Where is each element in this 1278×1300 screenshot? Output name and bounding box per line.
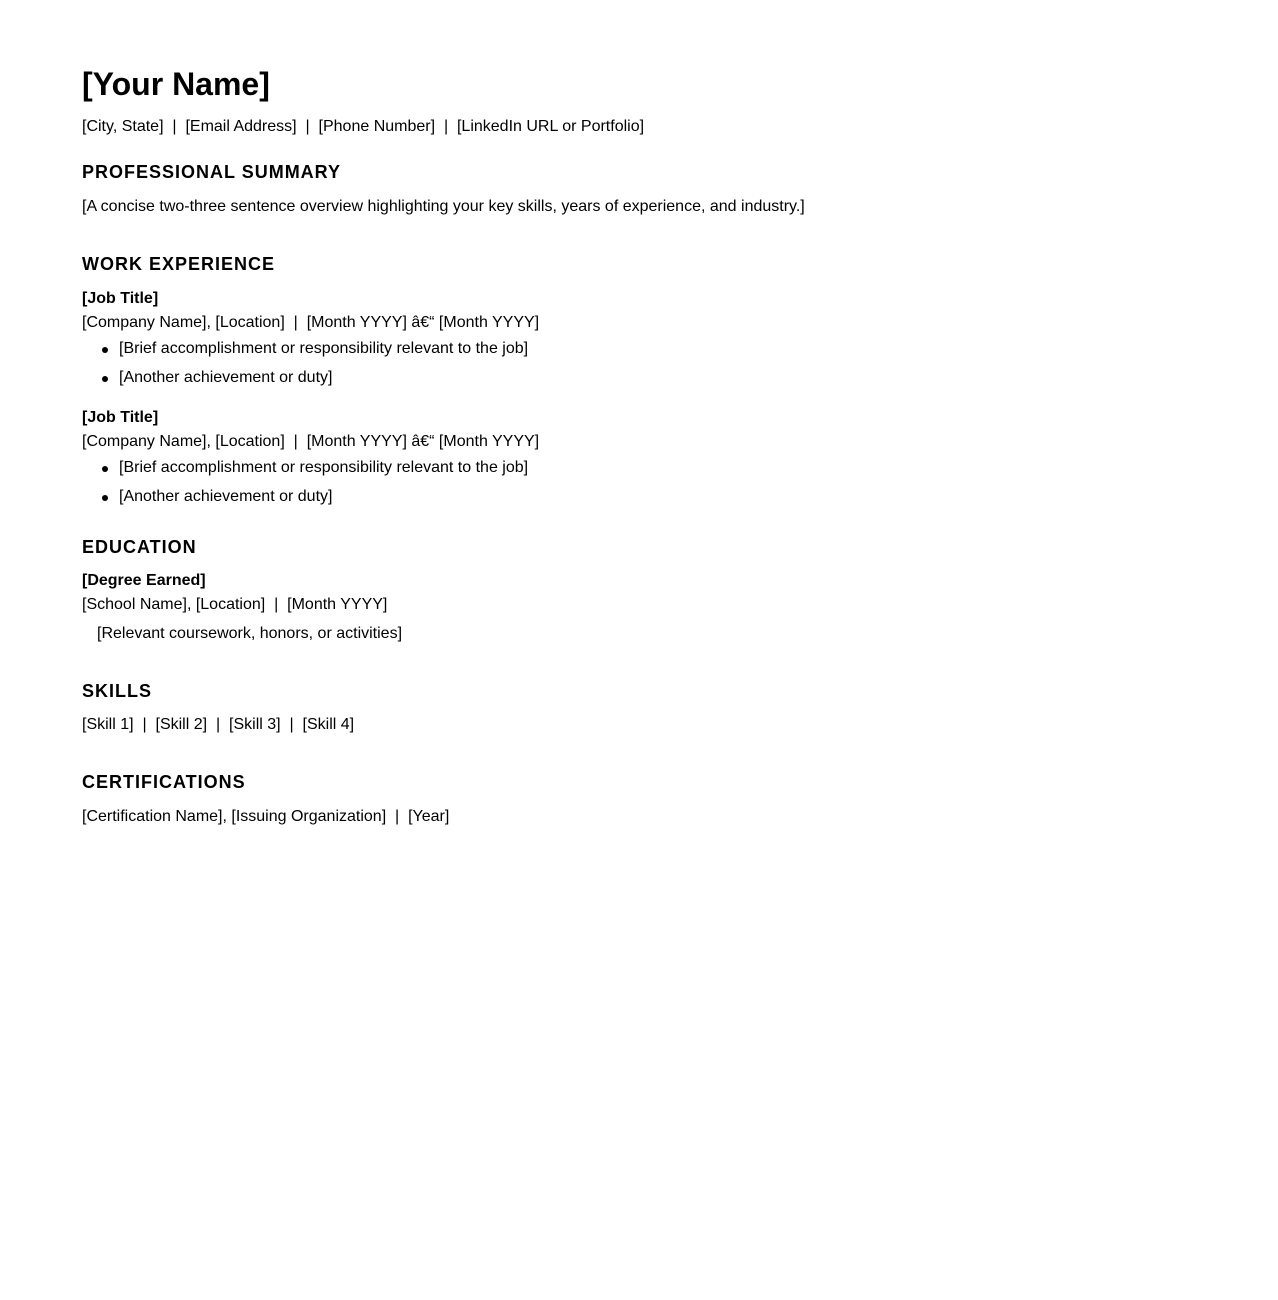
summary-heading: PROFESSIONAL SUMMARY	[82, 162, 342, 182]
education-heading: EDUCATION	[82, 537, 197, 557]
work-experience-section	[82, 253, 1278, 507]
summary-section	[82, 161, 1278, 217]
job-bullet-text: [Brief accomplishment or responsibility relevant to the job]	[119, 459, 529, 476]
job-bullets	[82, 458, 1278, 507]
work-experience-heading: WORK EXPERIENCE	[82, 254, 276, 274]
job-title: [Job Title]	[82, 290, 159, 307]
job-bullet-text: [Another achievement or duty]	[119, 488, 333, 505]
skills-heading: SKILLS	[82, 681, 153, 701]
job-bullet-text: [Another achievement or duty]	[119, 369, 333, 386]
skills-section	[82, 680, 1278, 735]
certifications-section	[82, 771, 1278, 827]
bullet-dot-icon	[102, 466, 108, 472]
education-note: [Relevant coursework, honors, or activities]	[97, 625, 403, 642]
skills-list: [Skill 1] | [Skill 2] | [Skill 3] | [Skill 4]	[82, 716, 355, 733]
job-entry	[82, 408, 1278, 507]
certification-entry: [Certification Name], [Issuing Organization] | [Year]	[82, 808, 450, 825]
job-bullet-text: [Brief accomplishment or responsibility relevant to the job]	[119, 340, 529, 357]
education-section	[82, 536, 1278, 644]
job-meta: [Company Name], [Location] | [Month YYYY] â€“ [Month YYYY]	[82, 433, 540, 450]
job-meta: [Company Name], [Location] | [Month YYYY] â€“ [Month YYYY]	[82, 314, 540, 331]
job-bullet	[82, 458, 1278, 478]
job-bullet	[82, 368, 1278, 388]
bullet-dot-icon	[102, 376, 108, 382]
job-bullet	[82, 339, 1278, 359]
resume-name: [Your Name]	[82, 66, 270, 102]
job-bullet	[82, 487, 1278, 507]
school-meta: [School Name], [Location] | [Month YYYY]	[82, 596, 388, 613]
bullet-dot-icon	[102, 347, 108, 353]
job-entry	[82, 289, 1278, 388]
bullet-dot-icon	[102, 495, 108, 501]
degree-title: [Degree Earned]	[82, 572, 206, 589]
job-title: [Job Title]	[82, 409, 159, 426]
summary-text: [A concise two-three sentence overview highlighting your key skills, years of experience, and industry.]	[82, 198, 805, 215]
job-bullets	[82, 339, 1278, 388]
certifications-heading: CERTIFICATIONS	[82, 772, 246, 792]
contact-line: [City, State] | [Email Address] | [Phone Number] | [LinkedIn URL or Portfolio]	[82, 118, 645, 135]
